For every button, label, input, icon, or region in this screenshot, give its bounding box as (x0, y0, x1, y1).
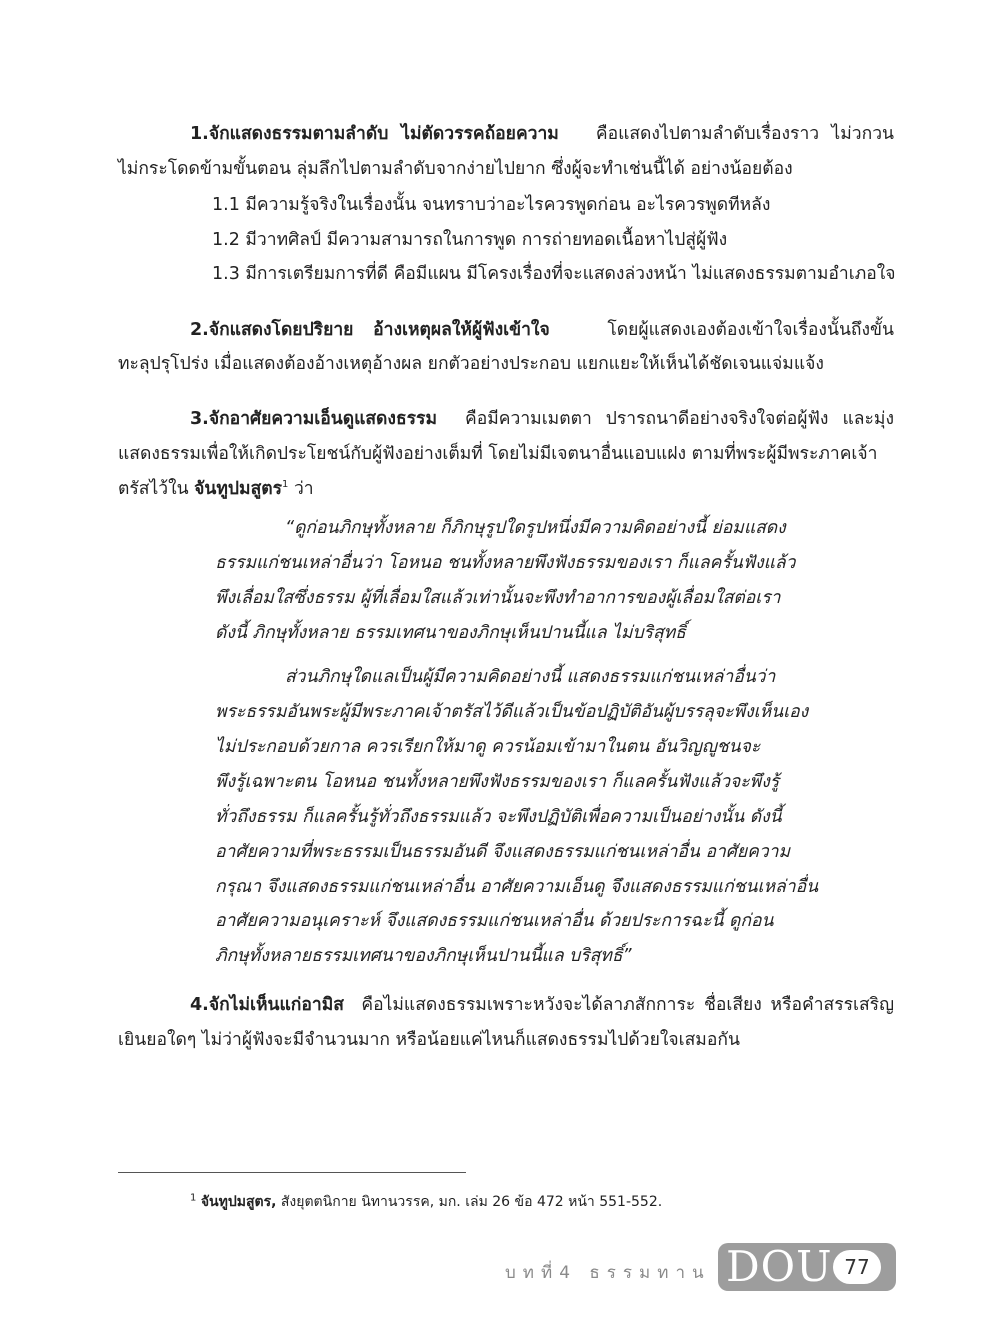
section-3-heading: จักอาศัยความเอ็นดูแสดงธรรม (208, 409, 437, 429)
chapter-label: บทที่4 ธรรมทาน (505, 1263, 711, 1283)
footnote (190, 1192, 662, 1212)
footnote-text: สังยุตตนิกาย นิทานวรรค, มก. เล่ม 26 ข้อ 472 หน้า 551-552. (280, 1194, 663, 1210)
quote-p2-line-6: อาศัยความที่พระธรรมเป็นธรรมอันดี จึงแสดงธรรมแก่ชนเหล่าอื่น อาศัยความ (215, 842, 791, 862)
section-1-heading: จักแสดงธรรมตามลำดับ ไม่ตัดวรรคถ้อยความ (208, 124, 559, 144)
section-1-sub-2: 1.2 มีวาทศิลป์ มีความสามารถในการพูด การถ่ายทอดเนื้อหาไปสู่ผู้ฟัง (212, 230, 728, 250)
footnote-reference: 1 (282, 479, 289, 491)
section-2-line-2: ทะลุปรุโปร่ง เมื่อแสดงต้องอ้างเหตุอ้างผล ยกตัวอย่างประกอบ แยกแยะให้เห็นได้ชัดเจนแจ่มแจ้ง (118, 354, 824, 374)
section-2-number: 2. (190, 320, 209, 340)
page-number: 77 (833, 1250, 881, 1284)
quote-p2-line-3: ไม่ประกอบด้วยกาล ควรเรียกให้มาดู ควรน้อมเข้ามาในตน อันวิญญูชนจะ (215, 737, 761, 757)
quote-p1-line-4: ดังนี้ ภิกษุทั้งหลาย ธรรมเทศนาของภิกษุเห็นปานนี้แล ไม่บริสุทธิ์ (215, 623, 686, 643)
section-3-line-1 (190, 407, 894, 431)
section-1-line-2: ไม่กระโดดข้ามขั้นตอน ลุ่มลึกไปตามลำดับจากง่ายไปยาก ซึ่งผู้จะทำเช่นนี้ได้ อย่างน้อยต้อง (118, 159, 793, 179)
section-1-line-1 (190, 122, 894, 146)
section-1-number: 1. (190, 124, 209, 144)
quote-p2-line-2: พระธรรมอันพระผู้มีพระภาคเจ้าตรัสไว้ดีแล้วเป็นข้อปฏิบัติอันผู้บรรลุจะพึงเห็นเอง (215, 702, 809, 722)
section-3-text: คือมีความเมตตา ปรารถนาดีอย่างจริงใจต่อผู้ฟัง และมุ่ง (465, 409, 894, 429)
section-1-sub-3: 1.3 มีการเตรียมการที่ดี คือมีแผน มีโครงเรื่องที่จะแสดงล่วงหน้า ไม่แสดงธรรมตามอำเภอใจ (212, 264, 896, 284)
quote-p2-line-7: กรุณา จึงแสดงธรรมแก่ชนเหล่าอื่น อาศัยความเอ็นดู จึงแสดงธรรมแก่ชนเหล่าอื่น (215, 877, 819, 897)
quote-p2-line-9: ภิกษุทั้งหลายธรรมเทศนาของภิกษุเห็นปานนี้แล บริสุทธิ์” (215, 946, 632, 966)
section-1-sub-1: 1.1 มีความรู้จริงในเรื่องนั้น จนทราบว่าอะไรควรพูดก่อน อะไรควรพูดทีหลัง (212, 195, 771, 215)
section-4-heading: จักไม่เห็นแก่อามิส (208, 995, 344, 1015)
section-4-text: คือไม่แสดงธรรมเพราะหวังจะได้ลาภสักการะ ชื่อเสียง หรือคำสรรเสริญ (361, 995, 894, 1015)
footnote-title: จันทูปมสูตร, (200, 1194, 277, 1210)
quote-p2-line-4: พึงรู้เฉพาะตน โอหนอ ชนทั้งหลายพึงฟังธรรมของเรา ก็แลครั้นฟังแล้วจะพึงรู้ (215, 772, 780, 792)
footnote-divider (118, 1172, 466, 1173)
section-3-line-3 (118, 477, 314, 501)
section-1-text: คือแสดงไปตามลำดับเรื่องราว ไม่วกวน (595, 124, 894, 144)
quote-p2-line-5: ทั่วถึงธรรม ก็แลครั้นรู้ทั่วถึงธรรมแล้ว จะพึงปฏิบัติเพื่อความเป็นอย่างนั้น ดังนี้ (215, 807, 782, 827)
section-4-number: 4. (190, 995, 209, 1015)
sutta-name: จันทูปมสูตร (194, 479, 283, 499)
section-2-heading: จักแสดงโดยปริยาย อ้างเหตุผลให้ผู้ฟังเข้าใจ (208, 320, 550, 340)
quote-p2-line-8: อาศัยความอนุเคราะห์ จึงแสดงธรรมแก่ชนเหล่าอื่น ด้วยประการฉะนี้ ดูก่อน (215, 911, 774, 931)
section-3-line-3-pre: ตรัสไว้ใน (118, 479, 189, 499)
section-3-line-3-post: ว่า (293, 479, 314, 499)
dou-logo: DOU (726, 1242, 833, 1291)
quote-p1-line-2: ธรรมแก่ชนเหล่าอื่นว่า โอหนอ ชนทั้งหลายพึงฟังธรรมของเรา ก็แลครั้นฟังแล้ว (215, 553, 796, 573)
quote-p2-line-1: ส่วนภิกษุใดแลเป็นผู้มีความคิดอย่างนี้ แสดงธรรมแก่ชนเหล่าอื่นว่า (285, 667, 776, 687)
section-3-line-2: แสดงธรรมเพื่อให้เกิดประโยชน์กับผู้ฟังอย่างเต็มที่ โดยไม่มีเจตนาอื่นแอบแฝง ตามที่พระผู้มีพระภาคเจ้า (118, 444, 878, 464)
section-4-line-2: เยินยอใดๆ ไม่ว่าผู้ฟังจะมีจำนวนมาก หรือน้อยแค่ไหนก็แสดงธรรมไปด้วยใจเสมอกัน (118, 1030, 740, 1050)
footnote-mark: 1 (190, 1192, 197, 1204)
section-2-line-1 (190, 318, 894, 342)
quote-p1-line-1: “ดูก่อนภิกษุทั้งหลาย ก็ภิกษุรูปใดรูปหนึ่งมีความคิดอย่างนี้ ย่อมแสดง (285, 518, 786, 538)
section-4-line-1 (190, 993, 894, 1017)
section-3-number: 3. (190, 409, 209, 429)
section-2-text: โดยผู้แสดงเองต้องเข้าใจเรื่องนั้นถึงขั้น (607, 320, 894, 340)
quote-p1-line-3: พึงเลื่อมใสซึ่งธรรม ผู้ที่เลื่อมใสแล้วเท่านั้นจะพึงทำอาการของผู้เลื่อมใสต่อเรา (215, 588, 781, 608)
